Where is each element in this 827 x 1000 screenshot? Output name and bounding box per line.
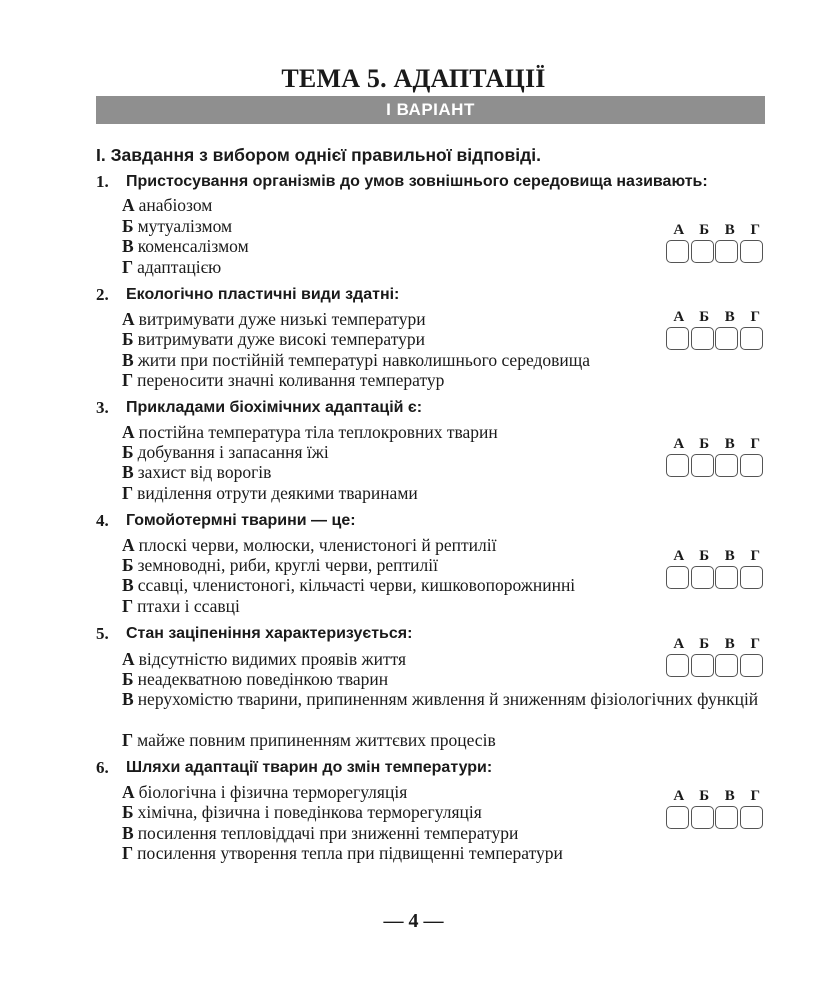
option-text: захист від ворогів [137,462,272,482]
answer-box[interactable] [666,454,689,477]
answer-box[interactable] [691,240,714,263]
answer-letter: В [724,548,735,564]
question-text: Екологічно пластичні види здатні: [126,286,400,303]
question-number: 3. [96,398,109,417]
answer-box[interactable] [666,654,689,677]
option-letter: Г [122,257,134,277]
answer-box[interactable] [740,566,763,589]
option-letter: Б [122,555,134,575]
answer-box[interactable] [666,327,689,350]
answer-letter: Г [750,309,761,325]
answer-letter: А [673,309,685,325]
option-text: неадекватною поведінкою тварин [137,669,389,689]
option [122,730,762,750]
option-text: переносити значні коливання температур [137,370,445,390]
answer-box[interactable] [740,327,763,350]
answer-grid [666,436,768,477]
answer-letter: Б [699,636,710,652]
answer-letter: В [724,309,735,325]
option-letter: Г [122,843,134,863]
option-letter: Г [122,730,134,750]
option [122,370,762,390]
answer-box[interactable] [666,240,689,263]
option [122,195,762,215]
answer-letter: А [673,222,685,238]
answer-letter: Б [699,436,710,452]
option-text: постійна температура тіла теплокровних тварин [138,422,498,442]
answer-box[interactable] [715,327,738,350]
option-text: витримувати дуже низькі температури [138,309,426,329]
answer-letter: Г [750,222,761,238]
answer-box[interactable] [740,806,763,829]
option-text: добування і запасання їжі [137,442,329,462]
option-text: майже повним припиненням життєвих процесів [137,730,496,750]
answer-box[interactable] [666,566,689,589]
option [122,350,762,370]
answer-box[interactable] [691,806,714,829]
option-letter: В [122,236,134,256]
answer-box[interactable] [715,240,738,263]
option-text: посилення тепловіддачі при зниженні температури [137,823,519,843]
option-text: адаптацією [137,257,222,277]
option-text: витримувати дуже високі температури [137,329,426,349]
question-text: Прикладами біохімічних адаптацій є: [126,399,423,416]
option-text: земноводні, риби, круглі черви, рептилії [137,555,438,575]
option-letter: Б [122,216,134,236]
option-letter: Г [122,370,134,390]
option-letter: В [122,350,134,370]
answer-letter: В [724,636,735,652]
question-text: Стан заціпеніння характеризується: [126,625,413,642]
answer-letter: Г [750,636,761,652]
answer-grid [666,222,768,263]
answer-letter: Г [750,788,761,804]
answer-letter: А [673,548,685,564]
answer-letter: Б [699,222,710,238]
option-letter: Г [122,483,134,503]
option-letter: Б [122,442,134,462]
option-letter: В [122,462,134,482]
option [122,483,762,503]
answer-grid-letters [666,548,768,564]
option-letter: Б [122,802,134,822]
option-text: хімічна, фізична і поведінкова терморегуляція [137,802,482,822]
option-text: плоскі черви, молюски, членистоногі й рептилії [138,535,497,555]
section-heading: І. Завдання з вибором однієї правильної відповіді. [96,145,541,165]
answer-letter: В [724,436,735,452]
option-letter: Г [122,596,134,616]
question-text: Пристосування організмів до умов зовнішнього середовища називають: [126,173,708,190]
question-number: 5. [96,624,109,643]
question-number: 4. [96,511,109,530]
answer-grid [666,788,768,829]
answer-box[interactable] [715,654,738,677]
answer-grid [666,548,768,589]
answer-box[interactable] [691,654,714,677]
answer-grid-letters [666,436,768,452]
answer-letter: В [724,222,735,238]
option-letter: А [122,309,135,329]
answer-box[interactable] [666,806,689,829]
option-text: нерухомістю тварини, припиненням живлення й зниженням фізіологічних функцій [137,689,759,709]
option [122,689,784,709]
option [122,843,762,863]
option-letter: Б [122,669,134,689]
option-text: виділення отрути деякими тваринами [137,483,418,503]
answer-box[interactable] [715,806,738,829]
option-text: біологічна і фізична терморегуляція [138,782,408,802]
question-number: 2. [96,285,109,304]
answer-box[interactable] [740,240,763,263]
answer-grid-letters [666,788,768,804]
option-text: мутуалізмом [137,216,233,236]
option-letter: В [122,689,134,709]
answer-box[interactable] [691,327,714,350]
variant-bar: І ВАРІАНТ [96,96,765,124]
option [122,596,762,616]
option-letter: А [122,535,135,555]
answer-letter: Б [699,788,710,804]
option-text: анабіозом [138,195,213,215]
option-letter: А [122,782,135,802]
answer-letter: А [673,788,685,804]
answer-letter: А [673,636,685,652]
answer-letter: В [724,788,735,804]
page-title: ТЕМА 5. АДАПТАЦІЇ [281,64,546,93]
option-letter: В [122,823,134,843]
page-number: — 4 — [383,910,444,932]
question-number: 6. [96,758,109,777]
answer-box[interactable] [715,566,738,589]
option-letter: Б [122,329,134,349]
answer-grid [666,636,768,677]
option-text: птахи і ссавці [137,596,240,616]
answer-box[interactable] [691,454,714,477]
option-letter: А [122,195,135,215]
answer-grid-letters [666,636,768,652]
answer-letter: Б [699,548,710,564]
question-text: Шляхи адаптації тварин до змін температури: [126,759,493,776]
option-letter: А [122,649,135,669]
answer-grid [666,309,768,350]
option-letter: А [122,422,135,442]
answer-box[interactable] [715,454,738,477]
answer-letter: А [673,436,685,452]
answer-grid-letters [666,309,768,325]
answer-letter: Г [750,548,761,564]
question-number: 1. [96,172,109,191]
option-text: жити при постійній температурі навколишнього середовища [137,350,591,370]
option-text: коменсалізмом [137,236,249,256]
option-text: ссавці, членистоногі, кільчасті черви, кишковопорожнинні [137,575,576,595]
option-text: посилення утворення тепла при підвищенні температури [137,843,563,863]
answer-grid-letters [666,222,768,238]
answer-box[interactable] [691,566,714,589]
option-text: відсутністю видимих проявів життя [138,649,407,669]
answer-letter: Б [699,309,710,325]
question-text: Гомойотермні тварини — це: [126,512,356,529]
answer-letter: Г [750,436,761,452]
option-letter: В [122,575,134,595]
answer-box[interactable] [740,454,763,477]
answer-box[interactable] [740,654,763,677]
